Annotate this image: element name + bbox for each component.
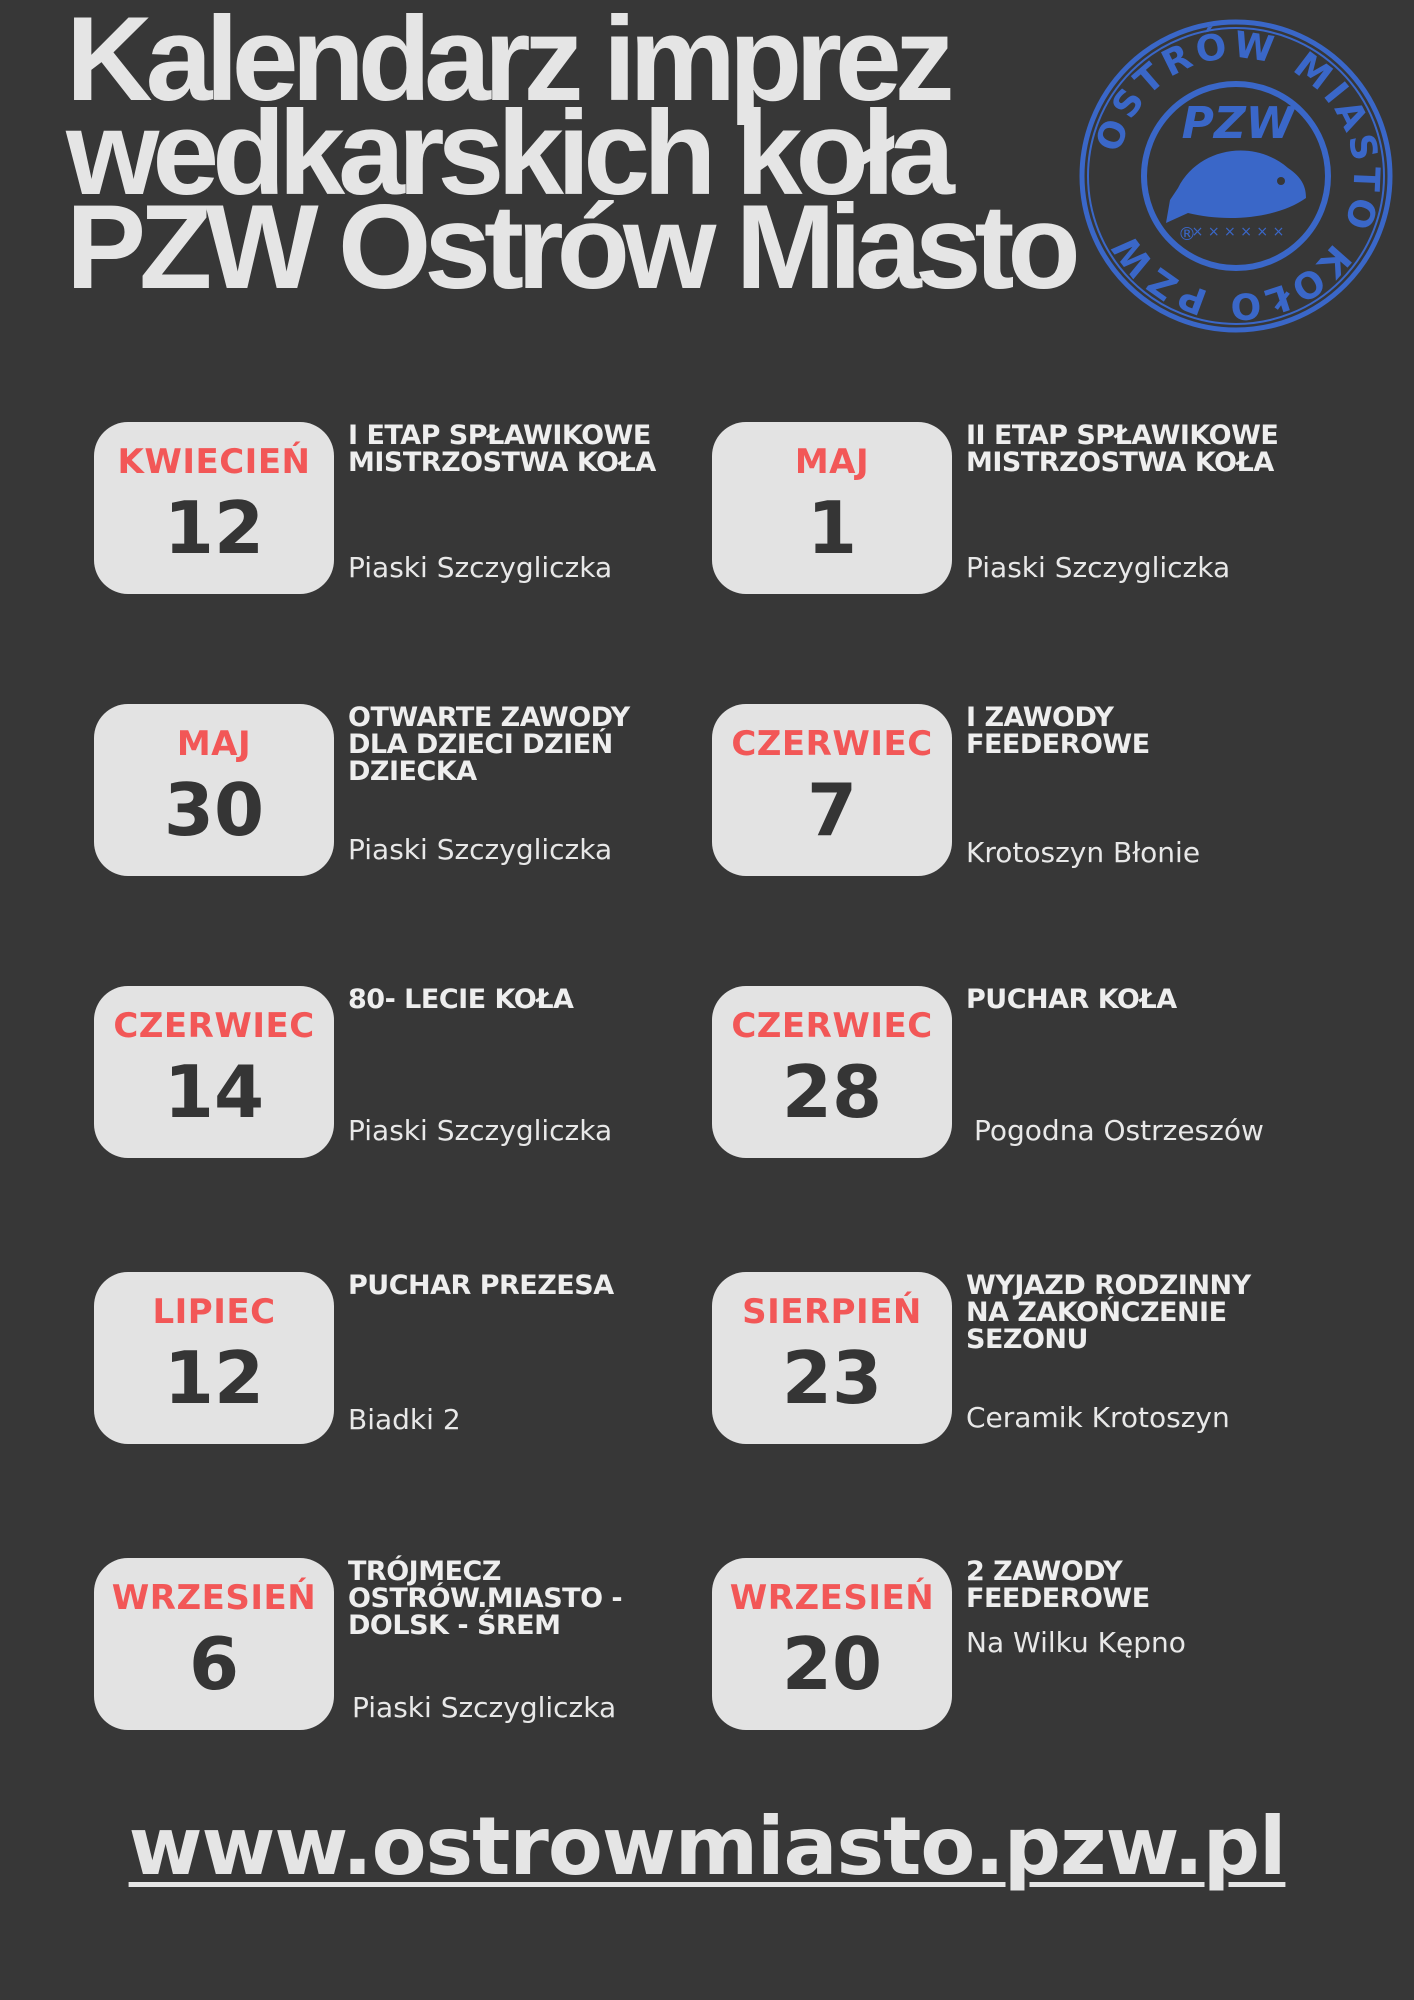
date-box [94, 704, 334, 876]
pzw-logo [1078, 18, 1394, 334]
event-place: Piaski Szczygliczka [348, 833, 613, 866]
event-month: SIERPIEŃ [742, 1292, 922, 1332]
event-card [712, 1558, 1312, 1748]
event-day: 7 [806, 768, 858, 852]
fish-icon [1166, 151, 1306, 223]
event-month: WRZESIEŃ [729, 1578, 935, 1618]
event-day: 12 [163, 486, 265, 570]
event-title: TRÓJMECZ OSTRÓW.MIASTO - DOLSK - ŚREM [348, 1556, 623, 1641]
logo-marks-icon: × × × × × × [1191, 224, 1285, 240]
logo-center-text: PZW [1181, 98, 1295, 149]
event-title: 80- LECIE KOŁA [348, 984, 574, 1015]
event-place: Krotoszyn Błonie [966, 836, 1201, 869]
event-place: Na Wilku Kępno [966, 1626, 1186, 1659]
event-title: II ETAP SPŁAWIKOWE MISTRZOSTWA KOŁA [966, 420, 1279, 478]
event-place: Pogodna Ostrzeszów [974, 1114, 1264, 1147]
event-card [94, 1272, 694, 1462]
date-box [712, 422, 952, 594]
event-card [712, 422, 1312, 612]
page-title [66, 0, 1086, 314]
event-title: I ETAP SPŁAWIKOWE MISTRZOSTWA KOŁA [348, 420, 656, 478]
event-place: Ceramik Krotoszyn [966, 1401, 1230, 1434]
event-month: LIPIEC [152, 1292, 276, 1332]
event-place: Piaski Szczygliczka [966, 551, 1231, 584]
date-box [712, 704, 952, 876]
event-month: WRZESIEŃ [111, 1578, 317, 1618]
registered-icon: ® [1178, 224, 1196, 245]
event-card [94, 1558, 694, 1748]
event-title: PUCHAR KOŁA [966, 984, 1177, 1015]
event-title: 2 ZAWODY FEEDEROWE [966, 1556, 1150, 1614]
date-box [712, 1272, 952, 1444]
event-place: Piaski Szczygliczka [352, 1691, 617, 1724]
event-card [94, 704, 694, 894]
event-place: Biadki 2 [348, 1403, 461, 1436]
event-month: MAJ [794, 442, 870, 482]
logo-ring-text: OSTRÓW MIASTO KOŁO PZW [1088, 24, 1387, 327]
title-line-3: PZW Ostrów Miasto [66, 180, 1074, 314]
event-card [712, 1272, 1312, 1462]
event-day: 28 [781, 1050, 883, 1134]
date-box [94, 1272, 334, 1444]
event-day: 20 [781, 1622, 883, 1706]
event-day: 12 [163, 1336, 265, 1420]
title-line-2: wedkarskich koła [66, 86, 948, 220]
event-day: 1 [806, 486, 858, 570]
date-box [94, 986, 334, 1158]
event-card [94, 986, 694, 1176]
event-month: CZERWIEC [113, 1006, 315, 1046]
title-line-1: Kalendarz imprez [66, 0, 948, 126]
event-day: 14 [163, 1050, 265, 1134]
event-card [712, 704, 1312, 894]
event-title: I ZAWODY FEEDEROWE [966, 702, 1150, 760]
event-place: Piaski Szczygliczka [348, 551, 613, 584]
event-month: MAJ [176, 724, 252, 764]
event-day: 23 [781, 1336, 883, 1420]
event-place: Piaski Szczygliczka [348, 1114, 613, 1147]
event-title: PUCHAR PREZESA [348, 1270, 614, 1301]
event-month: CZERWIEC [731, 724, 933, 764]
event-month: CZERWIEC [731, 1006, 933, 1046]
event-title: OTWARTE ZAWODY DLA DZIECI DZIEŃ DZIECKA [348, 702, 630, 787]
event-title: WYJAZD RODZINNY NA ZAKOŃCZENIE SEZONU [966, 1270, 1251, 1355]
website-link[interactable]: www.ostrowmiasto.pzw.pl [128, 1800, 1286, 1893]
date-box [712, 986, 952, 1158]
event-card [94, 422, 694, 612]
date-box [94, 1558, 334, 1730]
event-day: 6 [188, 1622, 240, 1706]
date-box [94, 422, 334, 594]
event-day: 30 [163, 768, 265, 852]
event-card [712, 986, 1312, 1176]
event-month: KWIECIEŃ [117, 442, 311, 482]
date-box [712, 1558, 952, 1730]
